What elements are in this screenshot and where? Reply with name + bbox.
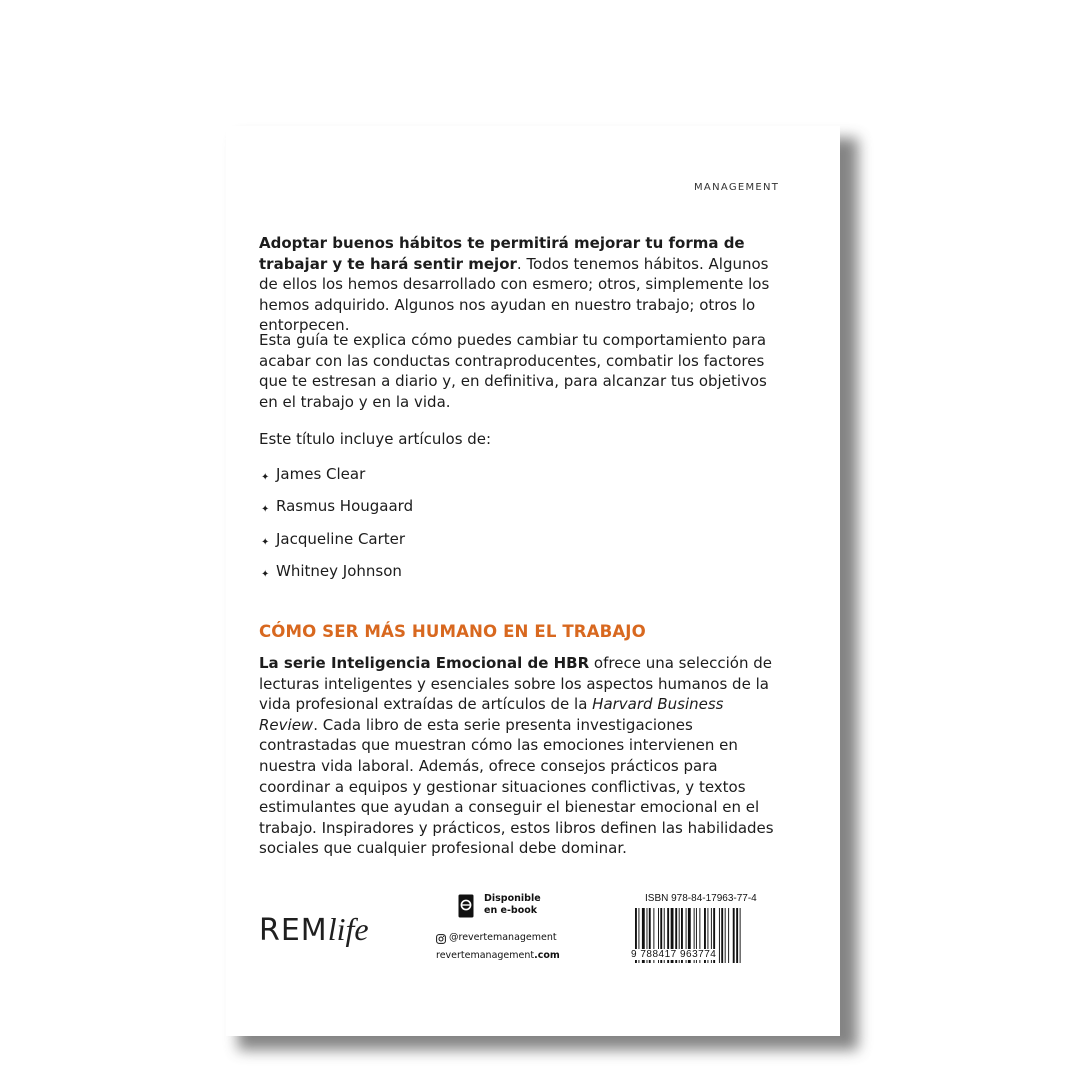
star-bullet-icon: ✦ (261, 504, 270, 516)
series-text-2: . Cada libro de esta serie presenta investigaciones contrastadas que muestran cómo las emociones intervienen en nuestra vida laboral. Además, ofrece consejos prácticos para coordinar a equipos y gestionar situaciones conflictivas, y textos estimulantes que ayudan a conseguir el bienestar emocional en el trabajo. Inspiradores y prácticos, estos libros definen las habilidades sociales que cualquier profesional debe dominar. (259, 715, 774, 858)
instagram-icon (436, 934, 446, 944)
website (436, 950, 560, 961)
series-title: CÓMO SER MÁS HUMANO EN EL TRABAJO (259, 622, 646, 641)
barcode-bar (728, 908, 729, 963)
ebook-line-1: Disponible (484, 893, 541, 904)
barcode-bar (721, 908, 723, 963)
list-item (259, 529, 413, 561)
logo-main: REM (259, 913, 328, 948)
logo-script: life (327, 911, 369, 947)
instagram-handle: @revertemanagement (449, 932, 557, 943)
series-text-1: ofrece una selección de lecturas inteligentes y esenciales sobre los aspectos humanos de la vida profesional extraídas de artículos de la (259, 654, 772, 714)
intro-paragraph (259, 233, 779, 336)
website-name: revertemanagement (436, 950, 535, 961)
barcode-bar (740, 908, 741, 963)
barcode-bar (736, 908, 738, 963)
list-item (259, 561, 413, 593)
series-bold: La serie Inteligencia Emocional de HBR (259, 654, 590, 672)
ebook-line-2: en e-book (484, 905, 538, 916)
authors-list (259, 464, 413, 594)
guide-paragraph: Esta guía te explica cómo puedes cambiar tu comportamiento para acabar con las conductas contraproducentes, combatir los factores que te estresan a diario y, en definitiva, para alcanzar tus objetivos en el trabajo y en la vida. (259, 331, 767, 411)
barcode-bar (725, 908, 726, 963)
barcode-digits: 9 788417 963774 (631, 949, 717, 960)
category-label: MANAGEMENT (694, 182, 780, 193)
series-paragraph (259, 653, 779, 859)
author-name: Rasmus Hougaard (276, 497, 414, 516)
barcode-bar (719, 908, 720, 963)
author-name: Jacqueline Carter (276, 529, 406, 548)
author-name: James Clear (276, 465, 366, 483)
barcode-bar (733, 908, 735, 963)
star-bullet-icon: ✦ (261, 569, 270, 581)
website-tld: .com (534, 950, 560, 961)
ebook-availability (484, 893, 541, 917)
list-item (259, 464, 413, 496)
ebook-icon (458, 894, 474, 918)
star-bullet-icon: ✦ (261, 536, 270, 548)
author-name: Whitney Johnson (276, 562, 402, 581)
authors-intro: Este título incluye artículos de: (259, 430, 492, 448)
list-item (259, 496, 413, 528)
intro-text: . Todos tenemos hábitos. Algunos de ellos los hemos desarrollado con esmero; otros, simplemente los hemos adquirido. Algunos nos ayudan en nuestro trabajo; otros lo entorpecen. (259, 254, 770, 335)
publisher-logo (259, 911, 369, 948)
star-bullet-icon: ✦ (261, 472, 270, 483)
isbn-label: ISBN 978-84-17963-77-4 (645, 893, 757, 904)
series-italic: Harvard Business Review (259, 695, 724, 734)
intro-bold: Adoptar buenos hábitos te permitirá mejorar tu forma de trabajar y te hará sentir mejor (259, 234, 745, 273)
